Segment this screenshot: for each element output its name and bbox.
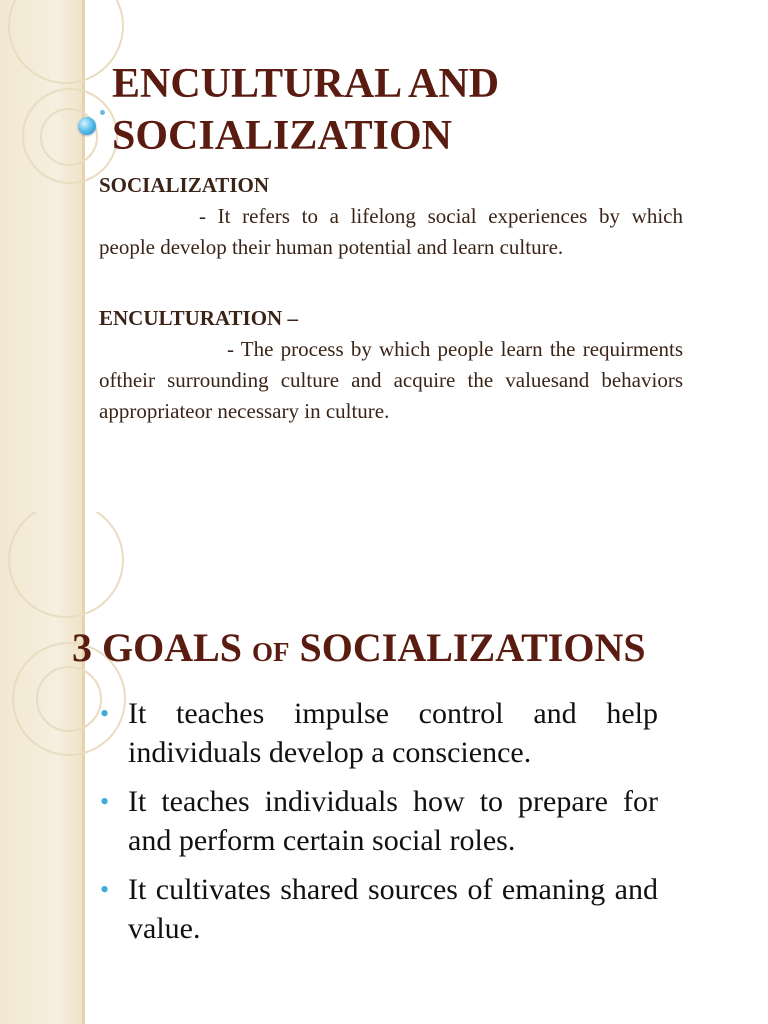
title-line-1: ENCULTURAL AND — [112, 61, 500, 107]
socialization-heading: SOCIALIZATION — [99, 173, 269, 197]
slide-title — [112, 58, 712, 162]
slide-content — [99, 170, 683, 427]
enculturation-heading: ENCULTURATION – — [99, 306, 298, 330]
list-item — [100, 694, 658, 772]
list-item — [100, 782, 658, 860]
blue-orb-icon — [78, 117, 96, 135]
decorative-ring — [8, 512, 124, 618]
title-of: OF — [252, 637, 290, 667]
title-part-1: 3 GOALS — [72, 625, 253, 670]
bullet-icon: • — [100, 787, 110, 816]
bullet-icon: • — [100, 699, 110, 728]
bullet-icon: • — [100, 875, 110, 904]
list-item — [100, 870, 658, 948]
socialization-definition: - It refers to a lifelong social experiences by which people develop their human potential and learn culture. — [99, 204, 683, 259]
bullet-text: It teaches individuals how to prepare for and perform certain social roles. — [128, 785, 658, 857]
title-part-2: SOCIALIZATIONS — [289, 625, 646, 670]
bullet-text: It cultivates shared sources of emaning and value. — [128, 873, 658, 945]
slide-goals-of-socialization — [0, 512, 768, 1024]
small-orb-icon — [100, 110, 105, 115]
goals-list — [100, 694, 658, 958]
enculturation-definition: - The process by which people learn the requirments oftheir surrounding culture and acquire the valuesand behaviors appropriateor necessary in culture. — [99, 337, 683, 423]
title-line-2: SOCIALIZATION — [112, 113, 452, 159]
slide-title — [72, 624, 646, 671]
bullet-text: It teaches impulse control and help individuals develop a conscience. — [128, 697, 658, 769]
decorative-ring — [36, 666, 102, 732]
